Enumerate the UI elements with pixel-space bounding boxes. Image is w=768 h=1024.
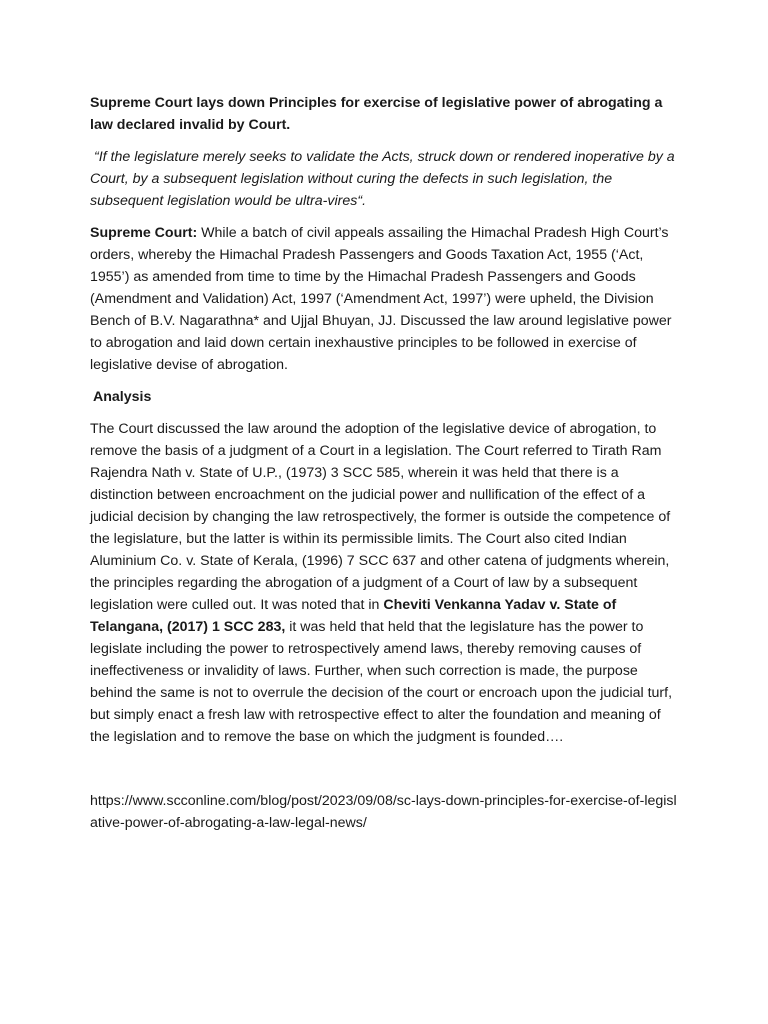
pull-quote: “If the legislature merely seeks to validate the Acts, struck down or rendered inoperative by a Court, by a subsequent legislation without curing the defects in such legislation, the subsequent legislation would be ultra-vires“. <box>90 149 675 209</box>
analysis-text-part1: The Court discussed the law around the adoption of the legislative device of abrogation, to remove the basis of a judgment of a Court in a legislation. The Court referred to Tirath Ram Rajendra Nath v. State of U.P., (1973) 3 SCC 585, wherein it was held that there is a distinction between encroachment on the judicial power and nullification of the effect of a judicial decision by changing the law retrospectively, the former is outside the competence of the legislature, but the latter is within its permissible limits. The Court also cited Indian Aluminium Co. v. State of Kerala, (1996) 7 SCC 637 and other catena of judgments wherein, the principles regarding the abrogation of a judgment of a Court of law by a subsequent legislation were culled out. It was noted that in <box>90 421 671 613</box>
intro-paragraph <box>90 222 680 376</box>
analysis-paragraph <box>90 418 680 748</box>
article-title: Supreme Court lays down Principles for exercise of legislative power of abrogating a law declared invalid by Court. <box>90 95 663 133</box>
source-url: https://www.scconline.com/blog/post/2023/09/08/sc-lays-down-principles-for-exercise-of-legislative-power-of-abrogating-a-law-legal-news/ <box>90 793 677 831</box>
document-body <box>90 92 680 844</box>
intro-lead: Supreme Court: <box>90 225 198 241</box>
case-citation: Cheviti Venkanna Yadav v. State of Telangana, (2017) 1 SCC 283, <box>90 597 617 635</box>
analysis-text-part2: it was held that held that the legislature has the power to legislate including the power to retrospectively amend laws, thereby removing causes of ineffectiveness or invalidity of laws. Further, when such correction is made, the purpose behind the same is not to overrule the decision of the court or encroach upon the judicial turf, but simply enact a fresh law with retrospective effect to alter the foundation and meaning of the legislation and to remove the base on which the judgment is founded…. <box>90 619 673 745</box>
analysis-heading: Analysis <box>93 389 152 405</box>
intro-text: While a batch of civil appeals assailing the Himachal Pradesh High Court’s orders, whereby the Himachal Pradesh Passengers and Goods Taxation Act, 1955 (‘Act, 1955’) as amended from time to time by the Himachal Pradesh Passengers and Goods (Amendment and Validation) Act, 1997 (‘Amendment Act, 1997’) were upheld, the Division Bench of B.V. Nagarathna* and Ujjal Bhuyan, JJ. Discussed the law around legislative power to abrogation and laid down certain inexhaustive principles to be followed in exercise of legislative devise of abrogation. <box>90 225 672 373</box>
